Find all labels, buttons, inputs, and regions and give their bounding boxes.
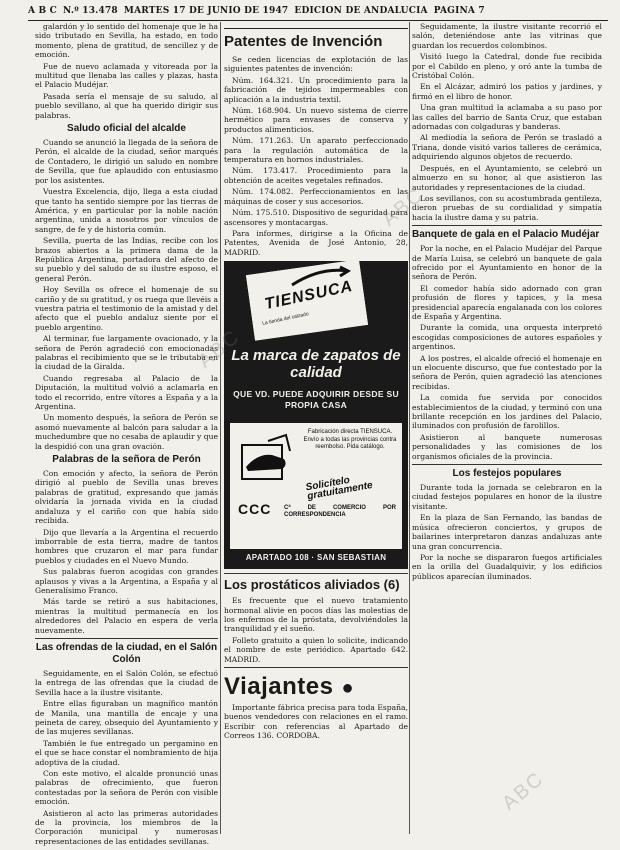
- brand-name: TIENSUCA: [263, 277, 355, 314]
- paragraph: Al terminar, fue largamente ovacionado, y la señora de Perón agradeció con emocionadas palabras el recibimiento que se le tributaba en la ciudad de la Giralda.: [35, 334, 218, 372]
- paragraph: Durante toda la jornada se celebraron en la ciudad festejos populares en honor de la ilustre visitante.: [412, 483, 602, 511]
- paragraph: Para informes, dirigirse a la Oficina de Patentes, Avenida de José Antonio, 28, MADRID.: [224, 228, 408, 257]
- heading-festejos: Los festejos populares: [452, 468, 562, 480]
- column-middle: [224, 22, 408, 834]
- watermark: ABC: [378, 183, 429, 231]
- page-number: PAGINA 7: [433, 6, 485, 16]
- paragraph: A los postres, el alcalde ofreció el homenaje en un elocuente discurso, que fue contestado por la señora de Perón, quien agradeció las atenciones recibidas.: [412, 353, 602, 391]
- paragraph: Visitó luego la Catedral, donde fue recibida por el Cabildo en pleno, y oró ante la tumba de Cristóbal Colón.: [412, 52, 602, 81]
- paragraph: Durante la comida, una orquesta interpretó escogidas composiciones de autores españoles y argentinos.: [412, 323, 602, 352]
- ad-call-to-action: Solicítelo gratuitamente: [304, 474, 374, 503]
- paragraph: Núm. 171.263. Un aparato perfeccionado para la regulación automática de la temperatura en hornos industriales.: [224, 136, 408, 165]
- paragraph: En el Alcázar, admiró los patios y jardines, y firmó en el libro de honor.: [412, 82, 602, 101]
- divider: [224, 667, 408, 668]
- brand-subtitle: La tienda del calzado: [261, 311, 310, 327]
- paragraph: Por la noche, en el Palacio Mudéjar del Parque de María Luisa, se celebró un banquete de gala ofrecido por el Ayuntamiento en honor de la señora de Perón.: [412, 244, 602, 282]
- shoe-advertisement: [224, 261, 408, 569]
- ad-address: APARTADO 108 · SAN SEBASTIAN: [245, 553, 387, 563]
- running-head: [28, 6, 608, 21]
- paragraph: Por la noche se dispararon fuegos artificiales en la orilla del Guadalquivir, y los edificios públicos aparecían iluminados.: [412, 552, 602, 581]
- paragraph: El comedor había sido adornado con gran profusión de flores y tapices, y la mesa presidencial aparecía engalanada con los colores de España y Argentina.: [412, 283, 602, 321]
- divider: [224, 573, 408, 574]
- paragraph: Seguidamente, la ilustre visitante recorrió el salón, deteniéndose ante las vitrinas que guardan los recuerdos colombinos.: [412, 22, 602, 50]
- paragraph: Sevilla, puerta de las Indias, recibe con los brazos abiertos a la primera dama de la República Argentina, portadora del afecto de su pueblo y del saludo de su ilustre esposo, el general Perón.: [35, 236, 218, 283]
- divider: [412, 464, 602, 465]
- paragraph: Vuestra Excelencia, dijo, llega a esta ciudad que tanto ha sentido siempre por las tierras de América, y en particular por la noble nación argentina, unida a nosotros por vínculos de sangre, de fe y de historia común.: [35, 187, 218, 234]
- viajantes-title: Viajantes: [224, 672, 334, 700]
- watermark: ABC: [194, 325, 245, 373]
- paragraph: Núm. 164.321. Un procedimiento para la fabricación de tejidos impermeables con aplicación a la industria textil.: [224, 75, 408, 104]
- paragraph: Núm. 175.510. Dispositivo de seguridad para ascensores y montacargas.: [224, 208, 408, 227]
- paragraph: Folleto gratuito a quien lo solicite, indicando el nombre de este periódico. Apartado 642. MADRID.: [224, 635, 408, 664]
- paragraph: Sus palabras fueron acogidas con grandes aplausos y vivas a la Argentina, a España y al Generalísimo Franco.: [35, 567, 218, 595]
- ad-body-text: Fabricación directa TIENSUCA. Envío a todas las provincias contra reembolso. Pida catálogo.: [303, 429, 397, 451]
- divider: [35, 638, 218, 639]
- paragraph: Importante fábrica precisa para toda España, buenos vendedores con relaciones en el ramo. Escribir con referencias al Apartado de Correos 136. CORDOBA.: [224, 702, 408, 741]
- ccc-company: Cª DE COMERCIO POR CORRESPONDENCIA: [284, 505, 396, 519]
- ad-slogan: La marca de zapatos de calidad: [231, 347, 401, 382]
- shoe-box-icon: [238, 431, 294, 487]
- paragraph: Entre ellas figuraban un magnífico mantón de Manila, una mantilla de encaje y una peineta de carey, obsequio del Ayuntamiento y de las mujeres sevillanas.: [35, 699, 218, 737]
- paragraph: Asistieron al acto las primeras autoridades de la provincia, los miembros de la Corporación municipal y numerosas representaciones de las entidades sevillanas.: [35, 808, 218, 846]
- paragraph: Se ceden licencias de explotación de las siguientes patentes de invención:: [224, 55, 408, 74]
- issue-number: N.º 13.478: [63, 6, 118, 16]
- ccc-logo: CCC: [238, 501, 272, 518]
- ad-coupon-box: [230, 423, 402, 549]
- paragraph: Núm. 168.904. Un nuevo sistema de cierre hermético para envases de conserva y productos alimenticios.: [224, 106, 408, 134]
- divider: [412, 225, 602, 226]
- paragraph: Seguidamente, en el Salón Colón, se efectuó la entrega de las ofrendas que la ciudad de Sevilla hace a la ilustre visitante.: [35, 668, 218, 697]
- heading-patentes: Patentes de Invención: [224, 28, 408, 51]
- paragraph: galardón y lo sentido del homenaje que le ha sido tributado en Sevilla, ha estado, en todo momento, plena de gratitud, de sencillez y de emoción.: [35, 22, 218, 60]
- paragraph: Núm. 173.417. Procedimiento para la obtención de aceites vegetales refinados.: [224, 166, 408, 185]
- paragraph: La comida fue servida por conocidos establecimientos de la ciudad, y terminó con una brillante recepción en los jardines del Palacio, iluminados con profusión de farolillos.: [412, 393, 602, 431]
- paragraph: Dijo que llevaría a la Argentina el recuerdo imborrable de esta tierra, madre de tantos hombres que cruzaron el mar para fundar pueblos y ciudades en el Nuevo Mundo.: [35, 527, 218, 565]
- heading-ofrendas: Las ofrendas de la ciudad, en el Salón Colón: [35, 641, 218, 665]
- column-rule: [220, 22, 221, 834]
- paragraph: Fue de nuevo aclamada y vitoreada por la multitud que llenaba las calles y plazas, hasta el Palacio Mudéjar.: [35, 61, 218, 90]
- paragraph: Hoy Sevilla os ofrece el homenaje de su cariño y de su gratitud, y os ruega que llevéis a vuestra patria el testimonio de la amistad y del afecto que el pueblo andaluz siente por el pueblo argentino.: [35, 285, 218, 332]
- paragraph: Los sevillanos, con su acostumbrada gentileza, dieron pruebas de su cordialidad y simpatía hacia la ilustre dama y su patria.: [412, 193, 602, 222]
- issue-date: MARTES 17 DE JUNIO DE 1947: [123, 6, 289, 16]
- paragraph: Con este motivo, el alcalde pronunció unas palabras de ofrecimiento, que fueron contestadas por la señora de Perón con visible emoción.: [35, 769, 218, 807]
- column-rule: [409, 22, 410, 834]
- edition-name: EDICION DE ANDALUCIA: [294, 6, 428, 16]
- column-right: [412, 22, 602, 834]
- column-left: [35, 22, 218, 846]
- paragraph: Es frecuente que el nuevo tratamiento hormonal alivie en pocos días las molestias de los enfermos de la próstata, devolviéndoles la tranquilidad y el sueño.: [224, 596, 408, 634]
- paragraph: Pasada sería el mensaje de su saludo, al pueblo sevillano, al que ha querido dirigir sus palabras.: [35, 91, 218, 120]
- paper-name: A B C: [28, 6, 58, 16]
- paragraph: Después, en el Ayuntamiento, se celebró un almuerzo en su honor, al que asistieron las autoridades y representaciones de la ciudad.: [412, 163, 602, 192]
- ad-slogan-secondary: QUE VD. PUEDE ADQUIRIR DESDE SU PROPIA CASA: [233, 389, 399, 411]
- paragraph: En la plaza de San Fernando, las bandas de música ofrecieron conciertos, y grupos de bailarines interpretaron danzas andaluzas ante una gran concurrencia.: [412, 513, 602, 551]
- viajantes-heading: [224, 674, 408, 701]
- paragraph: Núm. 174.082. Perfeccionamientos en las máquinas de coser y sus accesorios.: [224, 187, 408, 206]
- paragraph: Más tarde se retiró a sus habitaciones, mientras la multitud permanecía en los alrededores del Palacio en espera de verla nuevamente.: [35, 597, 218, 635]
- paragraph: Un momento después, la señora de Perón se asomó nuevamente al balcón para saludar a la muchedumbre que no cesaba de aplaudir y que la despidió con una gran ovación.: [35, 413, 218, 451]
- heading-prostaticos: Los prostáticos aliviados (6): [224, 577, 400, 593]
- watermark: ABC: [498, 767, 549, 815]
- paragraph: Con emoción y afecto, la señora de Perón dirigió al pueblo de Sevilla unas breves palabras de gratitud, expresando que jamás olvidaría la jornada vivida en la ciudad andaluza y el cariño con que había sido recibida.: [35, 469, 218, 526]
- paragraph: Cuando se anunció la llegada de la señora de Perón, el alcalde de la ciudad, señor marqués de Contadero, le dirigió un saludo en nombre de Sevilla, que fue aplaudido con entusiasmo por los asistentes.: [35, 138, 218, 185]
- heading-saludo-alcalde: Saludo oficial del alcalde: [67, 123, 186, 135]
- heading-palabras-peron: Palabras de la señora de Perón: [52, 454, 201, 466]
- paragraph: Cuando regresaba al Palacio de la Diputación, la multitud volvió a aclamarla en todo el recorrido, entre vítores a España y a la Argentina.: [35, 373, 218, 412]
- paragraph: Una gran multitud la aclamaba a su paso por las calles del barrio de Santa Cruz, que estaban adornadas con colgaduras y banderas.: [412, 103, 602, 132]
- paragraph: También le fue entregado un pergamino en el que se hace constar el nombramiento de hija adoptiva de la ciudad.: [35, 738, 218, 767]
- paragraph: Al mediodía la señora de Perón se trasladó a Triana, donde visitó varios talleres de cerámica, adquiriendo algunos objetos de recuerdo.: [412, 133, 602, 162]
- paragraph: Asistieron al banquete numerosas personalidades y las comisiones de los organismos oficiales de la provincia.: [412, 432, 602, 461]
- bullet-icon: ●: [341, 676, 355, 699]
- heading-banquete: Banquete de gala en el Palacio Mudéjar: [412, 229, 600, 241]
